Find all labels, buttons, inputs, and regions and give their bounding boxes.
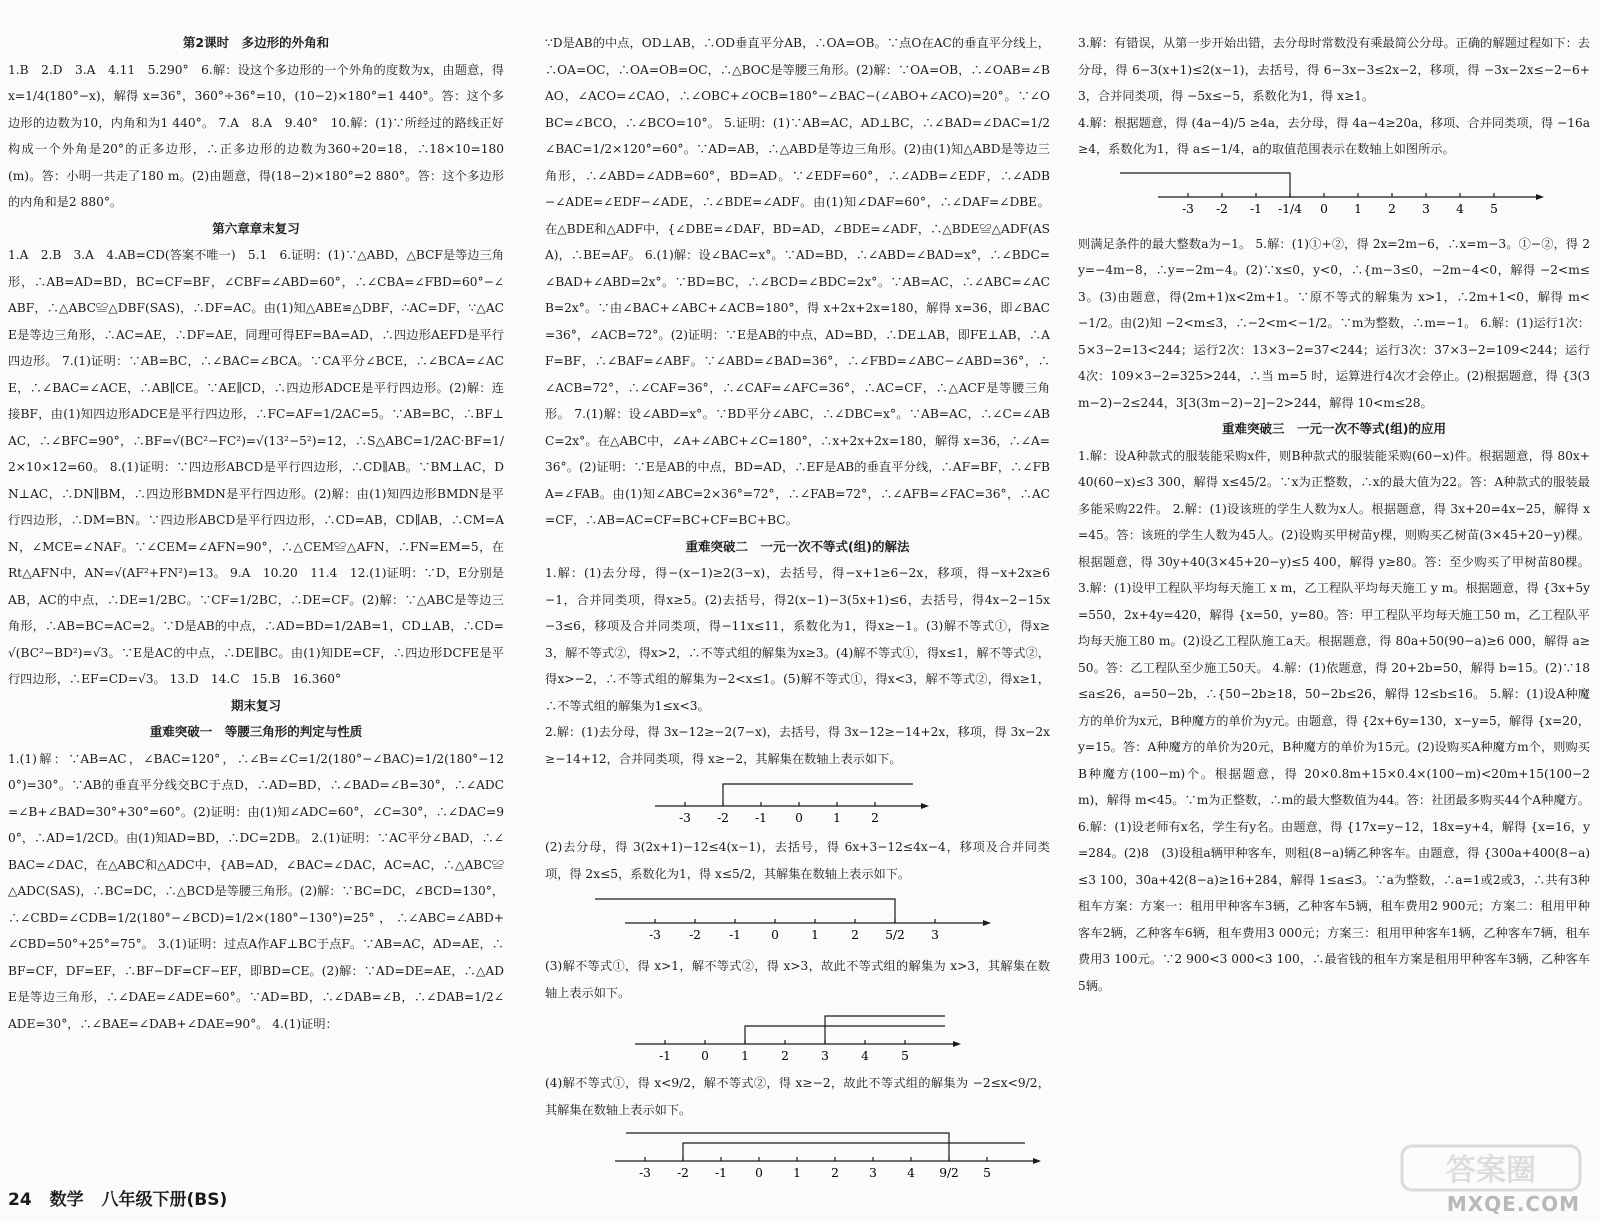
number-line: [545, 776, 1050, 830]
answer-paragraph: 1.解：设A种款式的服装能采购x件，则B种款式的服装能采购(60−x)件。根据题意，得 80x+40(60−x)≤3 300，解得 x≤45/2。∵x为正整数，∴x的最大值为22。答：A种款式的服装最多能采购22件。 2.解：(1)设该班的学生人数为x人。根据题意，得 3x+20=4x−25，解得 x=45。答：该班的学生人数为45人。(2)设购买甲树苗y棵，则购买乙树苗(3×45+20−y)棵。根据题意，得 30y+40(3×45+20−y)≤5 400，解得 y≥80。答：至少购买了甲树苗80棵。 3.解：(1)设甲工程队平均每天施工 x m，乙工程队平均每天施工 y m。根据题意，得 {3x+5y=550，2x+4y=420，解得 {x=50，y=80。答：甲工程队平均每天施工50 m，乙工程队平均每天施工80 m。(2)设乙工程队施工a天。根据题意，得 80a+50(90−a)≥6 000，解得 a≥50。答：乙工程队至少施工50天。 4.解：(1)依题意，得 20+2b=50，解得 b=15。(2)∵18≤a≤26，a=50−2b，∴{50−2b≥18，50−2b≤26，解得 12≤b≤16。 5.解：(1)设A种魔方的单价为x元，B种魔方的单价为y元。由题意，得 {2x+6y=130，x−y=5，解得 {x=20，y=15。答：A种魔方的单价为20元，B种魔方的单价为15元。(2)设购买A种魔方m个，则购买B种魔方(100−m)个。根据题意，得 20×0.8m+15×0.4×(100−m)<20m+15(100−2m)，解得 m<45。∵m为正整数，∴m的最大整数值为44。答：社团最多购买44个A种魔方。 6.解：(1)设老师有x名，学生有y名。由题意，得 {17x=y−12，18x=y+4，解得 {x=16，y=284。(2)8 (3)设租a辆甲种客车，则租(8−a)辆乙种客车。由题意，得 {300a+400(8−a)≤3 100，30a+42(8−a)≥16+284，解得 1≤a≤3。∵a为整数，∴a=1或2或3，∴共有3种租车方案：方案一：租用甲种客车3辆，乙种客车5辆，租车费用2 900元；方案二：租用甲种客车2辆，乙种客车6辆，租车费用3 000元；方案三：租用甲种客车1辆，乙种客车7辆，租车费用3 100元。∵2 900<3 000<3 100，∴最省钱的租车方案是租用甲种客车3辆，乙种客车5辆。: [1078, 448, 1590, 993]
axis-arrow-icon: [983, 920, 991, 926]
tick-label: -3: [679, 811, 691, 825]
tick-label: -3: [649, 928, 661, 942]
answer-paragraph: 1.B 2.D 3.A 4.11 5.290° 6.解：设这个多边形的一个外角的度数为x，由题意，得 x=1/4(180°−x)，解得 x=36°，360°÷36°=10，(10−2)×180°=1 440°。答：这个多边形的边数为10，内角和为1 440°。 7.A 8.A 9.40° 10.解：(1)∵所经过的路线正好构成一个外角是20°的正多边形，∴正多边形的边数为360÷20=18，∴18×10=180(m)。答：小明一共走了180 m。(2)由题意，得(18−2)×180°=2 880°。答：这个多边形的内角和是2 880°。: [8, 62, 504, 209]
column-left: [8, 30, 504, 1037]
section-heading: 重难突破三 一元一次不等式(组)的应用: [1222, 421, 1446, 436]
tick-label: -2: [1216, 201, 1228, 216]
tick-label: 4: [1456, 201, 1464, 216]
solution-ray: [1120, 173, 1290, 197]
tick-label: 3: [931, 928, 939, 942]
answer-paragraph: ∵D是AB的中点，OD⊥AB，∴OD垂直平分AB，∴OA=OB。∵点O在AC的垂直平分线上，∴OA=OC，∴OA=OB=OC，∴△BOC是等腰三角形。(2)解：∵OA=OB，∴∠OAB=∠BAO，∠ACO=∠CAO，∴∠OBC+∠OCB=180°−∠BAC−(∠ABO+∠ACO)=20°。∵∠OBC=∠BCO，∴∠BCO=10°。 5.证明：(1)∵AB=AC，AD⊥BC，∴∠BAD=∠DAC=1/2∠BAC=1/2×120°=60°。∵AD=AB，∴△ABD是等边三角形。(2)由(1)知△ABD是等边三角形，∴∠ABD=∠ADB=60°，BD=AD。∵∠EDF=60°，∴∠ADB=∠EDF，∴∠ADB−∠ADE=∠EDF−∠ADE，∴∠BDE=∠ADF。由(1)知∠DAF=60°，∴∠DAF=∠DBE。在△BDE和△ADF中，{∠DBE=∠DAF，BD=AD，∠BDE=∠ADF，∴△BDE≌△ADF(ASA)，∴BE=AF。 6.(1)解：设∠BAC=x°。∵AD=BD，∴∠ABD=∠BAD=x°，∴∠BDC=∠BAD+∠ABD=2x°。∵BD=BC，∴∠BCD=∠BDC=2x°。∵AB=AC，∴∠ABC=∠ACB=2x°。∵由∠BAC+∠ABC+∠ACB=180°，得 x+2x+2x=180，解得 x=36，即∠BAC=36°，∠ACB=72°。(2)证明：∵E是AB的中点，AD=BD，∴DE⊥AB，即FE⊥AB，∴AF=BF，∴∠BAF=∠ABF。∵∠ABD=∠BAD=36°，∴∠FBD=∠ABC−∠ABD=36°，∴∠ACB=72°，∴∠CAF=36°，∴∠CAF=∠AFC=36°，∴AC=CF，∴△ACF是等腰三角形。 7.(1)解：设∠ABD=x°。∵BD平分∠ABC，∴∠DBC=x°。∵AB=AC，∴∠C=∠ABC=2x°。在△ABC中，∠A+∠ABC+∠C=180°，∴x+2x+2x=180，解得 x=36，∴∠A=36°。(2)证明：∵E是AB的中点，BD=AD，∴EF是AB的垂直平分线，∴AF=BF，∴∠FBA=∠FAB。由(1)知∠ABC=2×36°=72°，∴∠FAB=72°，∴∠AFB=∠FAC=36°，∴AC=CF，∴AB=AC=CF=BC+CF=BC+BC。: [545, 36, 1050, 527]
section-heading: 重难突破二 一元一次不等式(组)的解法: [685, 538, 910, 554]
page-number: 24: [8, 1190, 32, 1210]
solution-ray: [723, 784, 913, 806]
solution-ray: [683, 1143, 1025, 1161]
tick-label: 5: [1490, 201, 1498, 216]
tick-label: 2: [831, 1166, 839, 1180]
answer-paragraph: (3)解不等式①，得 x>1，解不等式②，得 x>3，故此不等式组的解集为 x>3，其解集在数轴上表示如下。: [545, 959, 1050, 1000]
tick-label: 0: [755, 1166, 763, 1180]
tick-label: -1: [659, 1049, 671, 1063]
section-heading: 第六章章末复习: [212, 220, 300, 236]
answer-paragraph: 1.(1)解：∵AB=AC，∠BAC=120°，∴∠B=∠C=1/2(180°−∠BAC)=1/2(180°−120°)=30°。∵AB的垂直平分线交BC于点D，∴AD=BD，∴∠BAD=∠B=30°，∴∠ADC=∠B+∠BAD=30°+30°=60°。(2)证明：由(1)知∠ADC=60°，∠C=30°，∴∠DAC=90°，∴AD=1/2CD。由(1)知AD=BD，∴DC=2DB。 2.(1)证明：∵AC平分∠BAD，∴∠BAC=∠DAC，在△ABC和△ADC中，{AB=AD，∠BAC=∠DAC，AC=AC，∴△ABC≌△ADC(SAS)，∴BC=DC，∴△BCD是等腰三角形。(2)解：∵BC=DC，∠BCD=130°，∴∠CBD=∠CDB=1/2(180°−∠BCD)=1/2×(180°−130°)=25°，∴∠ABC=∠ABD+∠CBD=50°+25°=75°。 3.(1)证明：过点A作AF⊥BC于点F。∵AB=AC，AD=AE，∴BF=CF，DF=EF，∴BF−DF=CF−EF，即BD=CE。(2)解：∵AD=DE=AE，∴△ADE是等边三角形，∴∠DAE=∠ADE=60°。∵AD=BD，∴∠DAB=∠B，∴∠DAB=1/2∠ADE=30°，∴∠BAE=∠DAB+∠DAE=90°。 4.(1)证明：: [8, 751, 504, 1031]
tick-label: 3: [821, 1049, 829, 1063]
tick-label: -1: [715, 1166, 727, 1180]
tick-label: 3: [869, 1166, 877, 1180]
tick-label: -2: [677, 1166, 689, 1180]
answer-paragraph: 4.解：根据题意，得 (4a−4)/5 ≥4a，去分母，得 4a−4≥20a，移项、合并同类项，得 −16a≥4，系数化为1，得 a≤−1/4，a的取值范围表示在数轴上如图所示。: [1078, 115, 1590, 156]
tick-label: -1: [1250, 201, 1262, 216]
section-subheading: 重难突破一 等腰三角形的判定与性质: [149, 724, 363, 739]
number-line: [545, 1010, 1050, 1066]
svg-text:答案圈: 答案圈: [1446, 1153, 1536, 1188]
tick-label: 1: [1354, 201, 1362, 216]
tick-label: -1: [729, 928, 741, 942]
tick-label: 5/2: [885, 928, 905, 942]
subject-label: 数学: [49, 1190, 84, 1210]
tick-label: 2: [1388, 201, 1396, 216]
column-middle: [545, 30, 1050, 1189]
answer-paragraph: 1.解：(1)去分母，得−(x−1)≥2(3−x)，去括号，得−x+1≥6−2x，移项，得−x+2x≥6−1，合并同类项，得x≥5。(2)去括号，得2(x−1)−3(5x+1)≤6，去括号，得4x−2−15x−3≤6，移项及合并同类项，得−11x≤11，系数化为1，得x≥−1。(3)解不等式①，得x≥3，解不等式②，得x>2，∴不等式组的解集为x≥3。(4)解不等式①，得x≤1，解不等式②，得x>−2，∴不等式组的解集为−2<x≤1。(5)解不等式①，得x<3，解不等式②，得x≥1，∴不等式组的解集为1≤x<3。: [545, 566, 1050, 713]
answer-paragraph: 3.解：有错误，从第一步开始出错，去分母时常数没有乘最简公分母。正确的解题过程如下：去分母，得 6−3(x+1)≤2(x−1)，去括号，得 6−3x−3≤2x−2，移项，得 −3x−2x≤−2−6+3，合并同类项，得 −5x≤−5，系数化为1，得 x≥1。: [1078, 36, 1590, 103]
tick-label: 2: [871, 811, 879, 825]
section-heading: 第2课时 多边形的外角和: [182, 35, 330, 50]
tick-label: -1: [755, 811, 767, 825]
tick-label: 1: [741, 1049, 749, 1063]
axis-arrow-icon: [921, 803, 929, 809]
watermark-site: MXQE.COM: [1446, 1192, 1580, 1216]
answer-paragraph: 1.A 2.B 3.A 4.AB=CD(答案不唯一) 5.1 6.证明：(1)∵△ABD，△BCF是等边三角形，∴AB=AD=BD，BC=CF=BF，∠CBF=∠ABD=60°，∴∠CBA=∠FBD=60°−∠ABF，∴△ABC≌△DBF(SAS)，∴DF=AC。由(1)知△ABE≌△DBF，∴AC=DF，∵△ACE是等边三角形，∴AC=AE，∴DF=AE，同理可得EF=BA=AD，∴四边形AEFD是平行四边形。 7.(1)证明：∵AB=BC，∴∠BAC=∠BCA。∵CA平分∠BCE，∴∠BCA=∠ACE，∴∠BAC=∠ACE，∴AB∥CE。∵AE∥CD，∴四边形ADCE是平行四边形。(2)解：连接BF，由(1)知四边形ADCE是平行四边形，∴FC=AF=1/2AC=5。∵AB=BC，∴BF⊥AC，∴∠BFC=90°，∴BF=√(BC²−FC²)=√(13²−5²)=12，∴S△ABC=1/2AC·BF=1/2×10×12=60。 8.(1)证明：∵四边形ABCD是平行四边形，∴CD∥AB。∵BM⊥AC，DN⊥AC，∴DN∥BM，∴四边形BMDN是平行四边形。(2)解：由(1)知四边形BMDN是平行四边形，∴DM=BN。∵四边形ABCD是平行四边形，∴CD=AB，CD∥AB，∴CM=AN，∠MCE=∠NAF。∵∠CEM=∠AFN=90°，∴△CEM≌△AFN，∴FN=EM=5，在Rt△AFN中，AN=√(AF²+FN²)=13。 9.A 10.20 11.4 12.(1)证明：∵D，E分别是AB，AC的中点，∴DE=1/2BC。∵CF=1/2BC，∴DE=CF。(2)解：∵△ABC是等边三角形，∴AB=BC=AC=2。∵D是AB的中点，∴AD=BD=1/2AB=1，CD⊥AB，∴CD=√(BC²−BD²)=√3。∵E是AC的中点，∴DE∥BC。由(1)知DE=CF，∴四边形DCFE是平行四边形，∴EF=CD=√3。 13.D 14.C 15.B 16.360°: [8, 248, 504, 686]
tick-label: 1: [811, 928, 819, 942]
answer-paragraph: 2.解：(1)去分母，得 3x−12≥−2(7−x)，去括号，得 3x−12≥−14+2x，移项，得 3x−2x≥−14+12，合并同类项，得 x≥−2，其解集在数轴上表示如下。: [545, 725, 1050, 766]
tick-label: -2: [717, 811, 729, 825]
number-line: [545, 1127, 1050, 1185]
tick-label: 4: [861, 1049, 869, 1063]
axis-arrow-icon: [953, 1041, 961, 1047]
tick-label: 0: [771, 928, 779, 942]
answer-paragraph: (2)去分母，得 3(2x+1)−12≤4(x−1)，去括号，得 6x+3−12≤4x−4，移项及合并同类项，得 2x≤5，系数化为1，得 x≤5/2，其解集在数轴上表示如下。: [545, 840, 1050, 881]
tick-label: -3: [1182, 201, 1194, 216]
tick-label: 0: [701, 1049, 709, 1063]
number-line: [545, 891, 1050, 949]
solution-ray: [626, 1133, 949, 1161]
answer-paragraph: (4)解不等式①，得 x<9/2，解不等式②，得 x≥−2，故此不等式组的解集为 −2≤x<9/2，其解集在数轴上表示如下。: [545, 1076, 1050, 1117]
tick-label: 2: [781, 1049, 789, 1063]
tick-label: 0: [795, 811, 803, 825]
solution-ray: [745, 1026, 945, 1044]
page-footer: [8, 1185, 239, 1210]
tick-label: 4: [907, 1166, 915, 1180]
grade-label: 八年级下册(BS): [101, 1190, 228, 1210]
tick-label: 3: [1422, 201, 1430, 216]
column-right: [1078, 30, 1590, 999]
tick-label: -1/4: [1278, 201, 1302, 216]
axis-arrow-icon: [1536, 194, 1544, 200]
axis-arrow-icon: [1033, 1158, 1041, 1164]
tick-label: 0: [1320, 201, 1328, 216]
tick-label: -3: [639, 1166, 651, 1180]
tick-label: 1: [793, 1166, 801, 1180]
section-heading: 期末复习: [230, 697, 281, 713]
tick-label: 9/2: [939, 1166, 959, 1180]
tick-label: 5: [983, 1166, 991, 1180]
tick-label: 1: [833, 811, 841, 825]
tick-label: 2: [851, 928, 859, 942]
answer-paragraph: 则满足条件的最大整数a为−1。 5.解：(1)①+②，得 2x=2m−6，∴x=m−3。①−②，得 2y=−4m−8，∴y=−2m−4。(2)∵x≤0，y<0，∴{m−3≤0，−2m−4<0，解得 −2<m≤3。(3)由题意，得(2m+1)x<2m+1。∵原不等式的解集为 x>1，∴2m+1<0，解得 m<−1/2。由(2)知 −2<m≤3，∴−2<m<−1/2。∵m为整数，∴m=−1。 6.解：(1)运行1次：5×3−2=13<244；运行2次：13×3−2=37<244；运行3次：37×3−2=109<244；运行4次：109×3−2=325>244，∴当 m=5 时，运算进行4次才会停止。(2)根据题意，得 {3(3m−2)−2≤244，3[3(3m−2)−2]−2>244，解得 10<m≤28。: [1078, 236, 1590, 410]
number-line: [1078, 167, 1590, 227]
solution-ray: [825, 1016, 945, 1044]
tick-label: 5: [901, 1049, 909, 1063]
tick-label: -2: [689, 928, 701, 942]
solution-ray: [595, 899, 895, 923]
